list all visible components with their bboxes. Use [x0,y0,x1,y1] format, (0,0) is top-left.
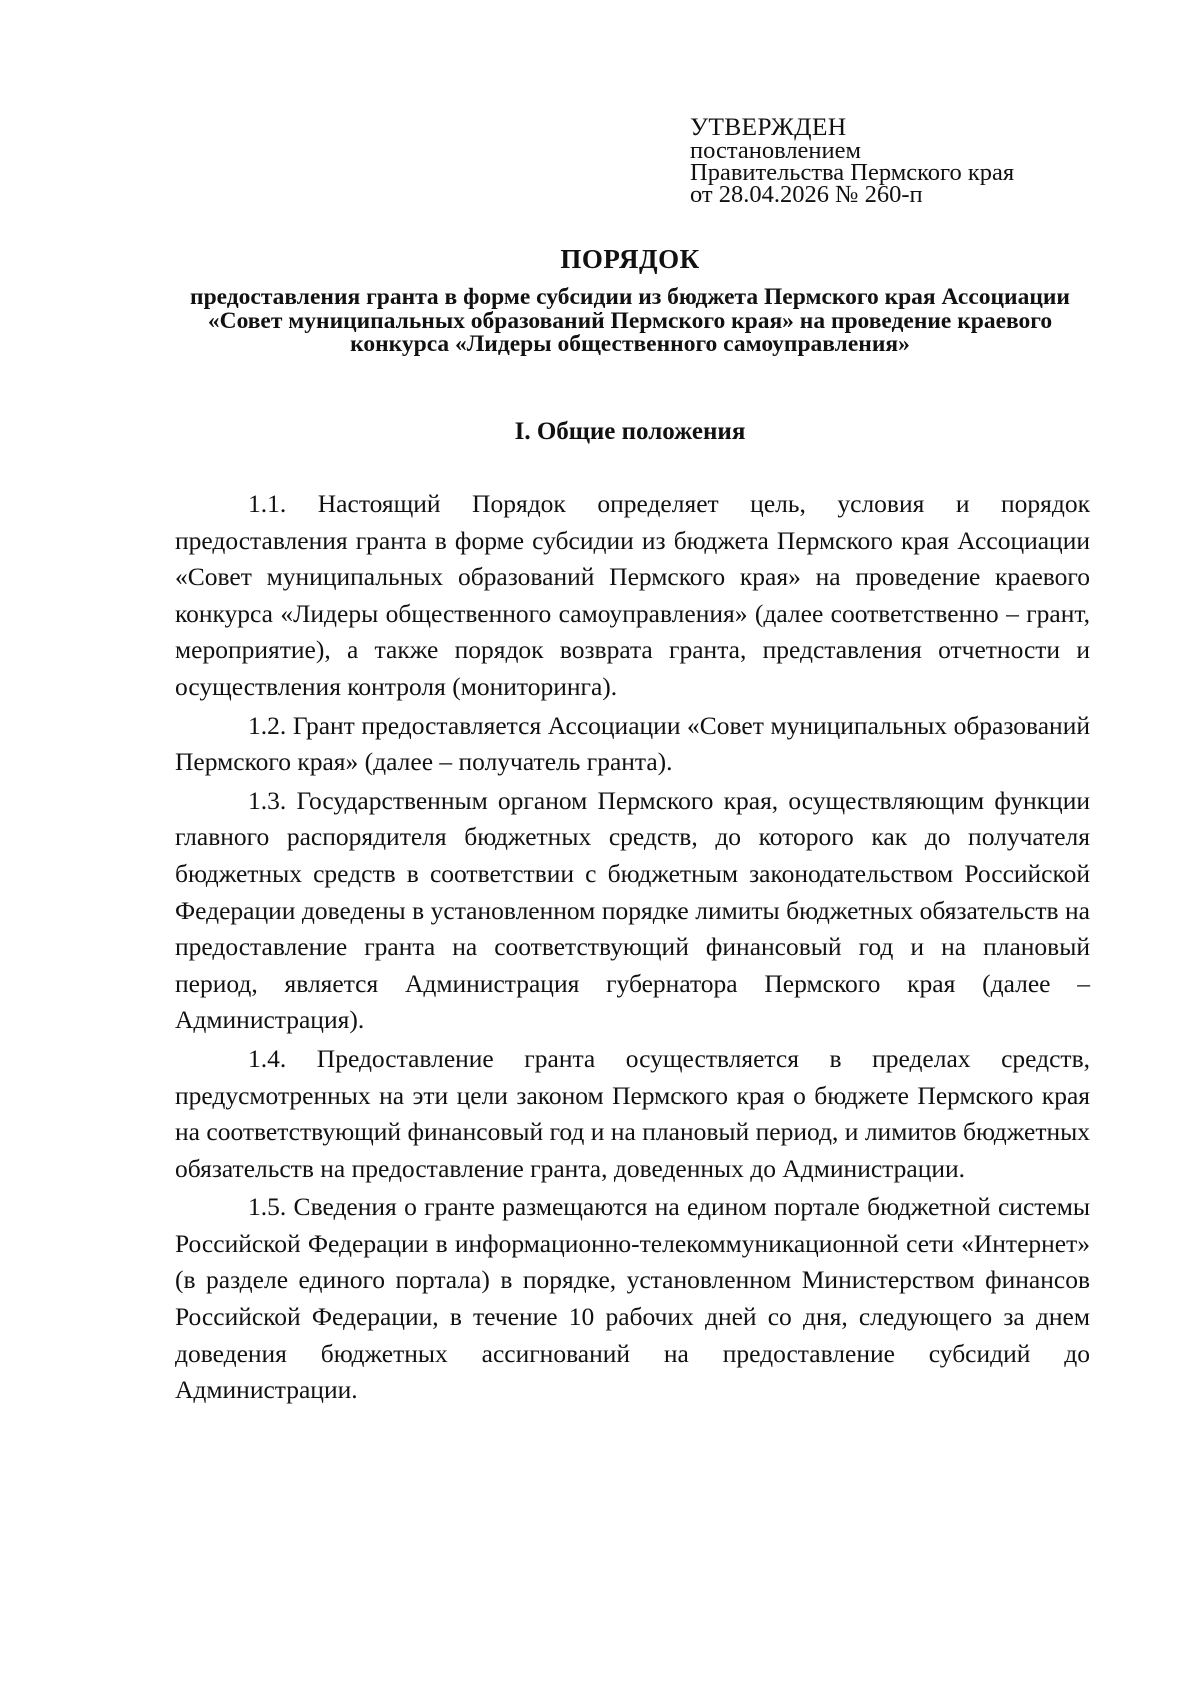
approval-line-2: Правительства Пермского края [690,159,1015,186]
section-heading: I. Общие положения [514,418,746,445]
document-subtitle: предоставления гранта в форме субсидии из бюджета Пермского края Ассоциации «Совет муниципальных образований Пермского края» на проведение краевого конкурса «Лидеры общественного самоуправления» [190,284,1070,357]
paragraph-1-3: 1.3. Государственным органом Пермского края, осуществляющим функции главного распорядителя бюджетных средств, до которого как до получателя бюджетных средств в соответствии с бюджетным законодательством Российской Федерации доведены в установленном порядке лимиты бюджетных обязательств на предоставление гранта на соответствующий финансовый год и на плановый период, является Администрация губернатора Пермского края (далее – Администрация). [175,785,1090,1035]
paragraph-1-5: 1.5. Сведения о гранте размещаются на едином портале бюджетной системы Российской Федерации в информационно-телекоммуникационной сети «Интернет» (в разделе единого портала) в порядке, установленном Министерством финансов Российской Федерации, в течение 10 рабочих дней со дня, следующего за днем доведения бюджетных ассигнований на предоставление субсидий до Администрации. [175,1192,1090,1405]
approval-line-1: постановлением [690,137,862,164]
paragraph-1-4: 1.4. Предоставление гранта осуществляется в пределах средств, предусмотренных на эти цели законом Пермского края о бюджете Пермского края на соответствующий финансовый год и на плановый период, и лимитов бюджетных обязательств на предоставление гранта, доведенных до Администрации. [175,1043,1090,1183]
approval-line-3: от 28.04.2026 № 260-п [690,181,923,208]
paragraph-1-1: 1.1. Настоящий Порядок определяет цель, условия и порядок предоставления гранта в форме субсидии из бюджета Пермского края Ассоциации «Совет муниципальных образований Пермского края» на проведение краевого конкурса «Лидеры общественного самоуправления» (далее соответственно – грант, мероприятие), а также порядок возврата гранта, представления отчетности и осуществления контроля (мониторинга). [175,489,1090,701]
document-title: ПОРЯДОК [560,244,700,274]
paragraph-1-2: 1.2. Грант предоставляется Ассоциации «Совет муниципальных образований Пермского края» (далее – получатель гранта). [175,710,1090,777]
approval-title: УТВЕРЖДЕН [690,112,847,141]
section-body [175,486,1090,1409]
approval-stamp [690,113,1110,206]
